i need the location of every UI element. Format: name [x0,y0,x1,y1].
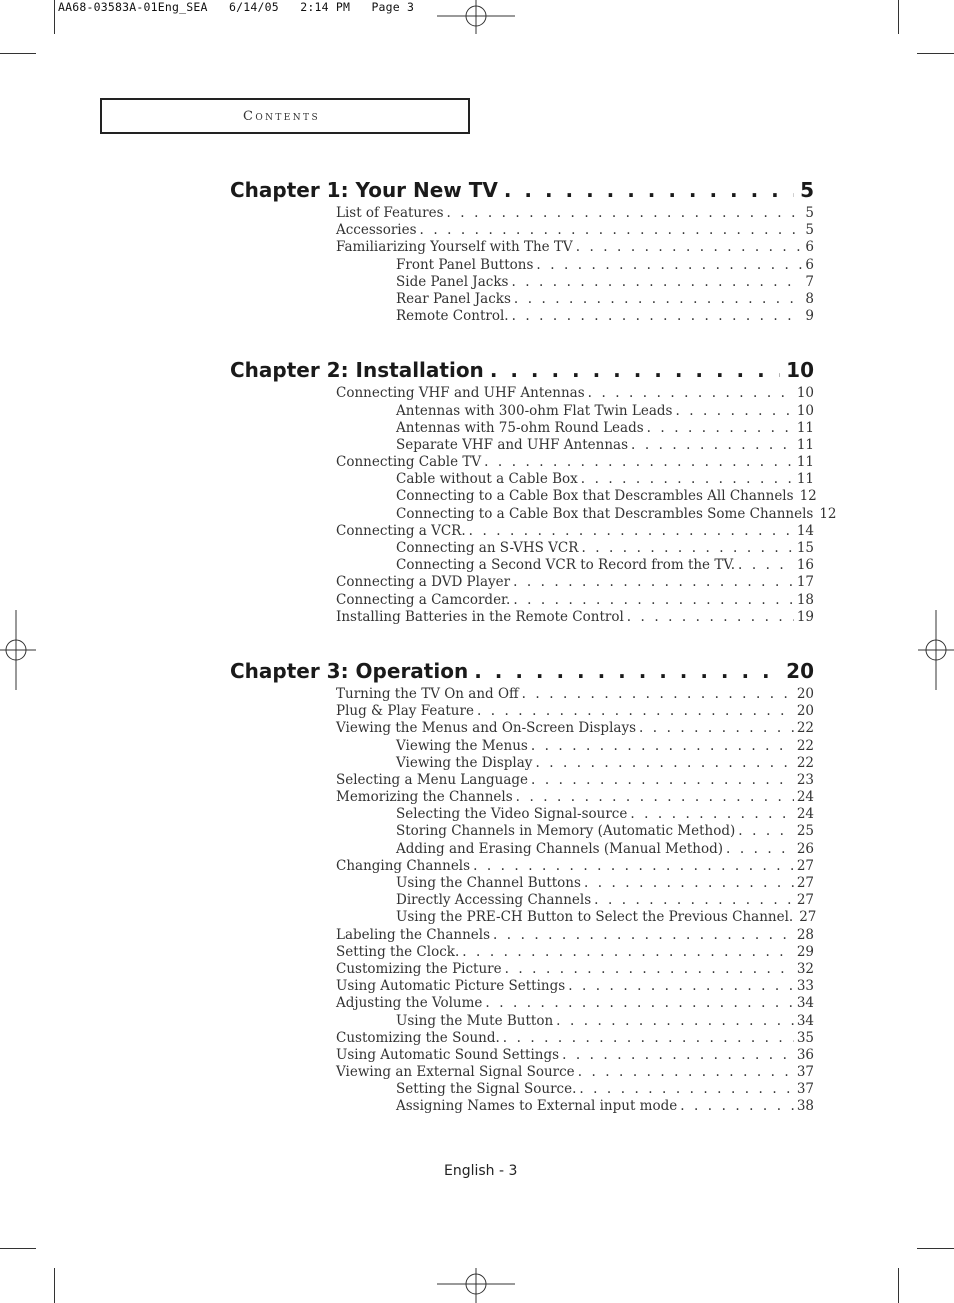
toc-entry-page: 35 [796,1029,814,1046]
toc-entry-page: 6 [805,256,814,273]
toc-entry-title: Separate VHF and UHF Antennas [396,436,629,453]
toc-entry-title: Antennas with 75-ohm Round Leads [396,419,644,436]
toc-entry[interactable] [396,540,814,557]
toc-entry-title: Connecting a DVD Player [336,574,511,591]
crop-mark [917,53,954,54]
contents-title: Contents [243,109,321,124]
toc-entry-title: Setting the Clock. [336,943,460,960]
toc-entry-page: 34 [796,1012,814,1029]
crop-mark [917,1248,954,1249]
toc-entry-page: 17 [796,574,814,591]
toc-entry-title: Familiarizing Yourself with The TV [336,239,573,256]
crop-mark [54,1268,55,1303]
dot-leader [594,892,794,909]
toc-entry-title: Labeling the Channels [336,926,491,943]
toc-entry[interactable] [396,1013,814,1030]
dot-leader [576,239,803,256]
dot-leader [647,420,794,437]
toc-entry-page: 6 [805,239,814,256]
toc-entry-title: Using the Channel Buttons [396,875,581,891]
toc-entry-page: 22 [796,754,814,771]
toc-entry[interactable] [336,222,814,239]
toc-entry-page: 8 [805,290,814,307]
dot-leader [420,222,803,239]
toc-entry-page: 16 [796,557,814,574]
toc-entry-title: Connecting a Second VCR to Record from the TV. [396,557,736,574]
toc-entry-page: 27 [796,875,814,891]
dot-leader [579,1081,793,1098]
dot-leader [535,755,793,772]
toc-entry[interactable] [396,875,814,892]
toc-entry[interactable] [396,488,817,505]
toc-entry-title: Front Panel Buttons [396,256,534,273]
toc-entry-title: Assigning Names to External input mode [396,1098,678,1115]
toc-entry[interactable] [336,978,814,995]
toc-entry-title: Connecting to a Cable Box that Descrambles Some Channels [396,505,814,522]
toc-entry[interactable] [396,1081,814,1098]
dot-leader [581,540,793,557]
toc-entry-page: 36 [796,1046,814,1063]
toc-entry[interactable] [336,1047,814,1064]
toc-entry[interactable] [396,738,814,755]
toc-entry-title: Setting the Signal Source. [396,1081,577,1098]
dot-leader [513,574,794,591]
toc-entry-title: Memorizing the Channels [336,789,513,806]
dot-leader [536,257,802,274]
chapter-title: Chapter 2: Installation [230,358,484,383]
dot-leader [484,454,794,471]
toc-entry[interactable] [336,720,814,737]
dot-leader [568,978,794,995]
toc-entry[interactable] [396,892,814,909]
dot-leader [675,403,793,420]
dot-leader [474,657,780,686]
toc-entry-page: 20 [796,685,814,702]
toc-entry-page: 28 [796,926,814,943]
toc-entry-page: 11 [796,419,814,436]
toc-entry-page: 32 [796,960,814,977]
chapter-page-number: 5 [800,178,814,202]
registration-mark-icon [437,1268,517,1303]
chapter-page-number: 20 [786,658,814,683]
dot-leader [493,927,794,944]
dot-leader [511,274,802,291]
toc-entry-page: 22 [796,737,814,754]
toc-entry-page: 37 [796,1081,814,1098]
dot-leader [578,1064,794,1081]
toc-entry-title: Connecting to a Cable Box that Descrambles All Channels [396,488,794,505]
toc-entry-title: Using the PRE-CH Button to Select the Previous Channel. [396,909,794,926]
toc-entry[interactable] [396,420,814,437]
toc-entry-page: 18 [796,591,814,608]
dot-leader [514,291,803,308]
toc-entry[interactable] [336,592,814,609]
toc-entry[interactable] [336,944,814,961]
toc-entry-title: Adjusting the Volume [336,995,483,1012]
dot-leader [581,471,794,488]
toc-entry-page: 10 [796,385,814,402]
toc-entry-page: 38 [796,1098,814,1115]
dot-leader [462,944,794,961]
toc-entry-page: 24 [796,806,814,823]
toc-entry-title: Changing Channels [336,857,471,874]
toc-entry-page: 25 [796,823,814,840]
toc-entry-title: Viewing the Menus and On-Screen Displays [336,720,636,737]
toc-entry[interactable] [336,609,814,626]
toc-entry-title: Using Automatic Picture Settings [336,978,566,995]
dot-leader [485,995,793,1012]
dot-leader [562,1047,794,1064]
table-of-contents [230,176,837,1116]
dot-leader [522,686,794,703]
toc-entry-title: Customizing the Picture [336,960,502,977]
toc-entry[interactable] [396,257,814,274]
chapter-heading[interactable] [230,356,814,385]
toc-entry[interactable] [336,454,814,471]
toc-entry-title: Turning the TV On and Off [336,685,519,702]
dot-leader [738,823,794,840]
dot-leader [584,875,794,892]
toc-entry-page: 10 [796,402,814,419]
toc-entry-title: Installing Batteries in the Remote Control [336,608,624,625]
toc-entry[interactable] [336,995,814,1012]
toc-entry-title: Directly Accessing Channels [396,892,592,909]
toc-entry[interactable] [336,858,814,875]
toc-entry-title: Rear Panel Jacks [396,290,511,307]
toc-entry[interactable] [396,557,814,574]
chapter-title: Chapter 1: Your New TV [230,178,498,202]
toc-entry-page: 19 [796,608,814,625]
toc-entry[interactable] [396,471,814,488]
crop-mark [0,1248,36,1249]
toc-entry-page: 27 [799,909,817,926]
toc-entry[interactable] [396,841,814,858]
dot-leader [630,806,793,823]
toc-entry[interactable] [396,437,814,454]
toc-entry-title: Viewing the Display [396,754,533,771]
registration-mark-icon [918,610,954,690]
toc-entry-page: 11 [796,454,814,471]
registration-mark-icon [437,0,517,34]
chapter-heading[interactable] [230,176,814,205]
dot-leader [490,356,780,385]
toc-entry[interactable] [396,274,814,291]
dot-leader [627,609,794,626]
toc-entry-title: List of Features [336,205,444,221]
toc-entry[interactable] [396,755,814,772]
dot-leader [505,961,794,978]
toc-entry-title: Connecting a VCR. [336,522,466,539]
toc-entry-title: Connecting VHF and UHF Antennas [336,385,585,402]
dot-leader [680,1098,794,1115]
toc-entry-page: 5 [805,205,814,221]
toc-entry[interactable] [396,806,814,823]
chapter-heading[interactable] [230,657,814,686]
toc-entry[interactable] [396,823,814,840]
toc-entry-page: 9 [805,308,814,325]
dot-leader [504,176,794,205]
toc-entry[interactable] [336,239,814,256]
toc-entry-page: 15 [796,540,814,556]
toc-entry[interactable] [336,789,814,806]
toc-entry[interactable] [336,927,814,944]
toc-entry-page: 12 [799,488,817,505]
toc-entry-page: 11 [796,471,814,488]
toc-entry-title: Connecting Cable TV [336,454,482,471]
toc-entry-page: 12 [819,505,837,522]
toc-entry-page: 22 [796,720,814,737]
toc-entry[interactable] [336,961,814,978]
dot-leader [447,205,803,222]
toc-entry-page: 37 [796,1064,814,1081]
toc-entry[interactable] [336,385,814,402]
toc-entry-title: Accessories [336,222,417,239]
dot-leader [631,437,794,454]
toc-entry-title: Adding and Erasing Channels (Manual Method) [396,840,724,857]
toc-entry[interactable] [396,403,814,420]
toc-entry-title: Selecting a Menu Language [336,771,529,788]
toc-entry[interactable] [336,703,814,720]
crop-mark [0,53,36,54]
toc-entry-title: Connecting an S-VHS VCR [396,540,579,556]
registration-mark-icon [0,610,36,690]
toc-entry-title: Antennas with 300-ohm Flat Twin Leads [396,402,673,419]
page-number: English - 3 [444,1163,518,1179]
toc-entry-title: Using Automatic Sound Settings [336,1046,560,1063]
dot-leader [588,385,794,402]
toc-entry-page: 7 [805,273,814,290]
toc-entry-page: 5 [805,222,814,239]
toc-entry[interactable] [336,1030,814,1047]
chapter-page-number: 10 [786,358,814,383]
toc-entry-title: Side Panel Jacks [396,273,509,290]
toc-entry-title: Viewing the Menus [396,737,528,754]
toc-entry-page: 29 [796,943,814,960]
toc-entry-title: Customizing the Sound. [336,1029,500,1046]
crop-mark [898,0,899,34]
contents-header [100,98,470,134]
toc-entry-page: 26 [796,840,814,857]
toc-entry[interactable] [396,291,814,308]
toc-entry[interactable] [396,505,837,523]
toc-entry-page: 23 [796,771,814,788]
dot-leader [512,308,803,325]
toc-entry-title: Connecting a Camcorder. [336,591,511,608]
toc-entry[interactable] [336,772,814,789]
toc-entry[interactable] [396,1098,814,1115]
toc-entry-title: Plug & Play Feature [336,703,474,720]
toc-entry-title: Cable without a Cable Box [396,471,578,488]
toc-entry-page: 24 [796,789,814,806]
toc-entry[interactable] [336,205,814,222]
toc-entry[interactable] [396,308,814,325]
dot-leader [726,841,794,858]
toc-entry[interactable] [336,1064,814,1081]
toc-entry-title: Viewing an External Signal Source [336,1064,575,1081]
dot-leader [556,1013,794,1030]
dot-leader [469,523,794,540]
dot-leader [738,557,794,574]
toc-entry-page: 34 [796,995,814,1012]
crop-mark [54,0,55,34]
dot-leader [531,738,794,755]
toc-entry-page: 20 [796,703,814,720]
dot-leader [513,592,793,609]
toc-entry-page: 27 [796,857,814,874]
toc-entry-title: Remote Control. [396,308,509,325]
toc-entry-page: 27 [796,892,814,909]
dot-leader [516,789,794,806]
dot-leader [503,1030,794,1047]
toc-entry[interactable] [396,909,817,926]
toc-entry-title: Storing Channels in Memory (Automatic Method) [396,823,736,840]
dot-leader [639,720,794,737]
dot-leader [473,858,794,875]
toc-entry-title: Using the Mute Button [396,1012,554,1029]
toc-entry-page: 11 [796,436,814,453]
toc-entry[interactable] [336,686,814,703]
toc-entry-title: Selecting the Video Signal-source [396,806,628,823]
print-slug: AA68-03583A-01Eng_SEA 6/14/05 2:14 PM Page 3 [58,0,415,14]
dot-leader [531,772,794,789]
chapter-title: Chapter 3: Operation [230,658,469,683]
crop-mark [898,1268,899,1303]
dot-leader [477,703,794,720]
toc-entry-page: 33 [796,978,814,995]
toc-entry-page: 14 [796,522,814,539]
toc-entry[interactable] [336,574,814,591]
toc-entry[interactable] [336,523,814,540]
